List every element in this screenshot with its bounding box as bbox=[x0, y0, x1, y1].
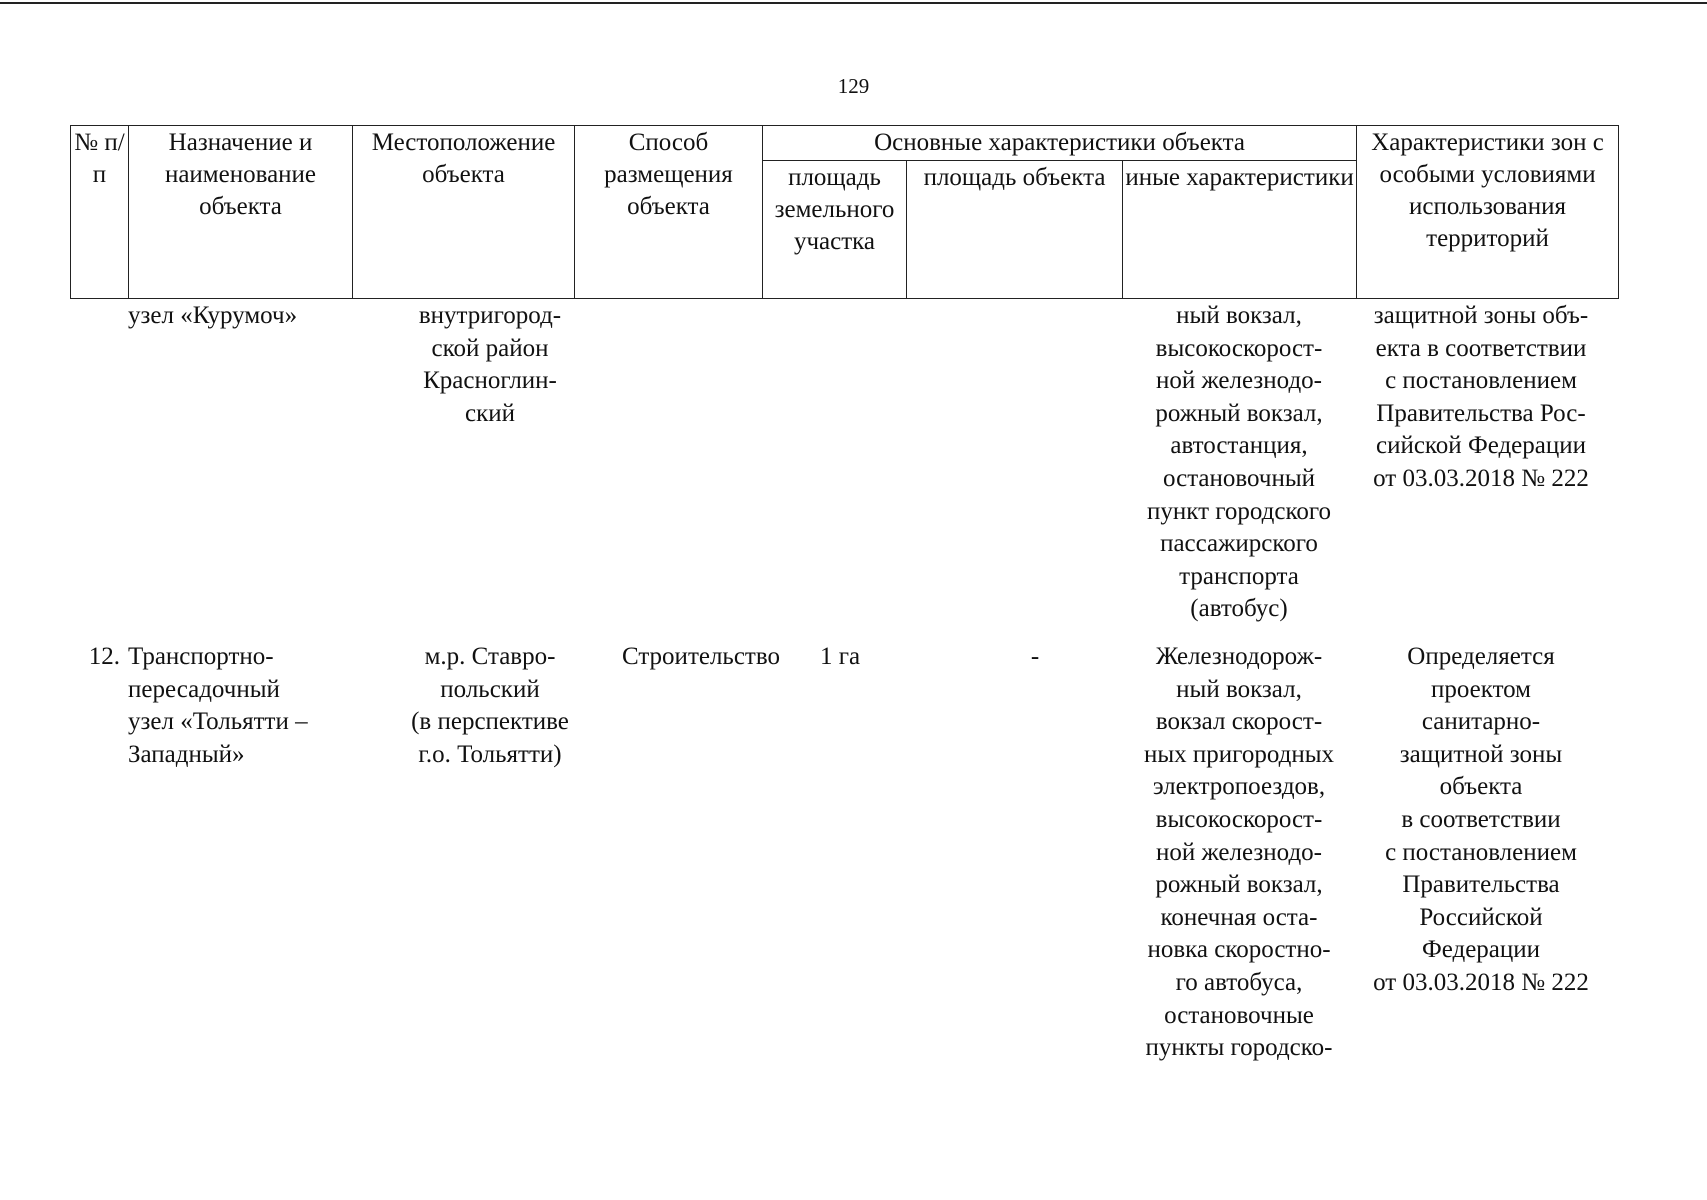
text-line: рожный вокзал, bbox=[1155, 399, 1323, 427]
text-line: польский bbox=[440, 675, 540, 703]
text-line: от 03.03.2018 № 222 bbox=[1373, 968, 1589, 996]
zone-characteristics bbox=[1354, 641, 1608, 1000]
text-line: ный вокзал, bbox=[1176, 675, 1302, 703]
text-line: екта в соответствии bbox=[1375, 334, 1587, 362]
header-object-area: площадь объекта bbox=[907, 161, 1123, 299]
header-other-characteristics: иные характеристики bbox=[1123, 161, 1357, 299]
text-line: (в перспективе bbox=[411, 708, 569, 736]
text-line: ный вокзал, bbox=[1176, 302, 1302, 329]
text-line: санитарно- bbox=[1421, 708, 1541, 736]
text-line: Западный» bbox=[128, 740, 245, 768]
text-line: вокзал скорост- bbox=[1155, 708, 1323, 736]
object-location bbox=[360, 300, 620, 430]
page-number: 129 bbox=[837, 74, 870, 98]
text-line: транспорта bbox=[1179, 562, 1299, 590]
text-line: м.р. Ставро- bbox=[424, 643, 556, 670]
header-name: Назначение и наименование объекта bbox=[129, 126, 353, 299]
other-characteristics bbox=[1120, 300, 1358, 626]
text-line: ных пригородных bbox=[1144, 740, 1334, 768]
text-line: узел «Курумоч» bbox=[128, 302, 298, 329]
text-line: сийской Федерации bbox=[1375, 432, 1587, 460]
text-line: Правительства bbox=[1402, 871, 1560, 899]
header-num: № п/п bbox=[71, 126, 129, 299]
text-line: ной железнодо- bbox=[1155, 367, 1322, 395]
text-line: Российской bbox=[1419, 903, 1543, 931]
text-line: электропоездов, bbox=[1152, 773, 1326, 801]
text-line: конечная оста- bbox=[1160, 903, 1318, 931]
top-border-line bbox=[0, 2, 1707, 4]
text-line: новка скоростно- bbox=[1147, 936, 1331, 964]
text-line: проектом bbox=[1430, 675, 1532, 703]
text-line: Правительства Рос- bbox=[1376, 399, 1586, 427]
text-line: автостанция, bbox=[1170, 432, 1308, 460]
text-line: Федерации bbox=[1421, 936, 1541, 964]
table-header bbox=[70, 125, 1619, 299]
text-line: пассажирского bbox=[1160, 530, 1318, 558]
text-line: узел «Тольятти – bbox=[128, 708, 308, 736]
text-line: от 03.03.2018 № 222 bbox=[1373, 464, 1589, 492]
header-method: Способ размещения объекта bbox=[575, 126, 763, 299]
text-line: остановочный bbox=[1162, 464, 1316, 492]
text-line: ской район bbox=[431, 334, 549, 362]
object-area: - bbox=[1030, 643, 1040, 670]
text-line: го автобуса, bbox=[1175, 968, 1303, 996]
text-line: пункты городско- bbox=[1145, 1034, 1333, 1062]
text-line: Железнодорож- bbox=[1155, 643, 1323, 670]
text-line: ский bbox=[465, 399, 515, 427]
text-line: защитной зоны bbox=[1399, 740, 1563, 768]
text-line: защитной зоны объ- bbox=[1373, 302, 1589, 329]
text-line: остановочные bbox=[1164, 1001, 1314, 1029]
text-line: Красноглин- bbox=[423, 367, 557, 395]
text-line: Определяется bbox=[1407, 643, 1555, 670]
text-line: объекта bbox=[1439, 773, 1523, 801]
text-line: пересадочный bbox=[128, 675, 280, 703]
placement-method: Строительство bbox=[621, 643, 780, 670]
other-characteristics bbox=[1120, 641, 1358, 1065]
text-line: пункт городского bbox=[1147, 497, 1331, 525]
text-line: Транспортно- bbox=[128, 643, 274, 670]
text-line: высокоскорост- bbox=[1155, 334, 1323, 362]
text-line: в соответствии bbox=[1401, 805, 1561, 833]
header-location: Местоположение объекта bbox=[353, 126, 575, 299]
text-line: ной железнодо- bbox=[1155, 838, 1322, 866]
text-line: высокоскорост- bbox=[1155, 805, 1323, 833]
header-main-characteristics: Основные характеристики объекта bbox=[763, 126, 1357, 161]
text-line: с постановлением bbox=[1385, 838, 1577, 866]
header-zones: Характеристики зон с особыми условиями использования территорий bbox=[1357, 126, 1619, 299]
text-line: (автобус) bbox=[1190, 595, 1288, 623]
text-line: с постановлением bbox=[1385, 367, 1577, 395]
header-land-area: площадь земельного участка bbox=[763, 161, 907, 299]
text-line: рожный вокзал, bbox=[1155, 871, 1323, 899]
zone-characteristics bbox=[1354, 300, 1608, 496]
text-line: внутригород- bbox=[418, 302, 562, 329]
row-number: 12. bbox=[88, 643, 120, 670]
land-area: 1 га bbox=[819, 643, 861, 670]
text-line: г.о. Тольятти) bbox=[418, 740, 562, 768]
